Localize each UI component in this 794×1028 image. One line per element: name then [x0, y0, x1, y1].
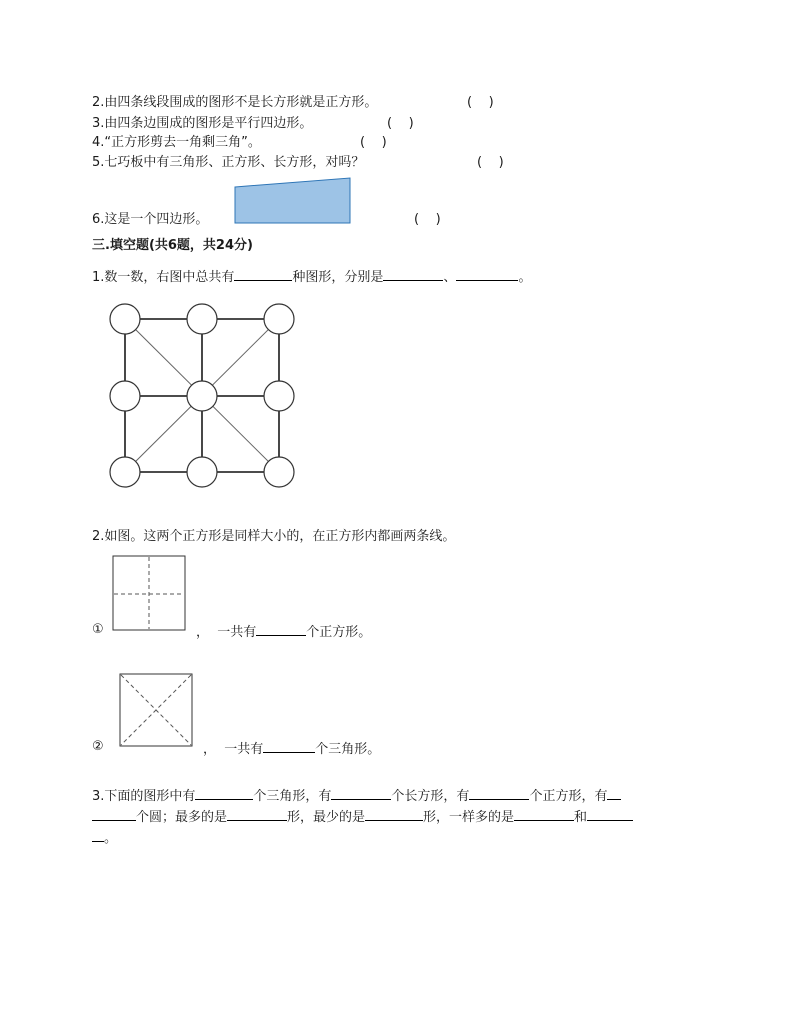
q3-blank-8a[interactable]: [587, 806, 633, 821]
square-figure-1: [112, 555, 188, 633]
q3-blank-8b[interactable]: [92, 827, 104, 842]
q3-blank-6[interactable]: [365, 806, 423, 821]
square-figure-2: [119, 673, 195, 749]
answer-paren-4[interactable]: ( ): [360, 135, 387, 150]
answer-paren-6[interactable]: ( ): [414, 212, 441, 227]
fill-question-3-line-2: 个圆；最多的是 形，最少的是 形，一样多的是 和: [92, 806, 633, 827]
circle-grid-figure: [108, 302, 308, 492]
fill-question-2-intro: 2.如图。这两个正方形是同样大小的，在正方形内都画两条线。: [92, 529, 456, 544]
q1-text-2: 种图形，分别是: [292, 270, 384, 285]
q2-blank-2[interactable]: [263, 738, 315, 753]
fill-question-2-item-1: ， 一共有 个正方形。: [196, 621, 371, 642]
q3-blank-5[interactable]: [227, 806, 287, 821]
fill-question-1: [92, 266, 531, 287]
question-2-text: 2.由四条线段围成的图形不是长方形就是正方形。: [92, 95, 378, 110]
item-1-marker: ①: [92, 622, 104, 637]
q3-blank-3[interactable]: [469, 785, 529, 800]
quadrilateral-shape: [234, 177, 354, 225]
section-title: 三.填空题(共6题，共24分): [92, 238, 253, 253]
answer-paren-2[interactable]: ( ): [467, 95, 494, 110]
fill-question-3-line-1: 3.下面的图形中有 个三角形，有 个长方形，有 个正方形，有: [92, 785, 621, 806]
q3-blank-7[interactable]: [514, 806, 574, 821]
fill-question-2-item-2: ， 一共有 个三角形。: [203, 738, 380, 759]
question-4-text: 4.“正方形剪去一角剩三角”。: [92, 135, 261, 150]
q3-blank-4b[interactable]: [92, 806, 136, 821]
q1-blank-2[interactable]: [383, 266, 443, 281]
answer-paren-3[interactable]: ( ): [387, 116, 414, 131]
q1-blank-1[interactable]: [234, 266, 292, 281]
q1-text-3: 、: [443, 270, 457, 285]
q1-text-4: 。: [518, 270, 532, 285]
answer-paren-5[interactable]: ( ): [477, 155, 504, 170]
question-6-text: 6.这是一个四边形。: [92, 212, 209, 227]
q3-blank-4a[interactable]: [607, 785, 621, 800]
q3-blank-1[interactable]: [195, 785, 253, 800]
item-2-marker: ②: [92, 739, 104, 754]
q1-text-1: 1.数一数，右图中总共有: [92, 270, 235, 285]
q3-blank-2[interactable]: [331, 785, 391, 800]
q2-blank-1[interactable]: [256, 621, 306, 636]
fill-question-3-line-3: 。: [92, 827, 117, 848]
question-3-text: 3.由四条边围成的图形是平行四边形。: [92, 116, 313, 131]
question-5-text: 5.七巧板中有三角形、正方形、长方形，对吗？: [92, 155, 365, 170]
q1-blank-3[interactable]: [456, 266, 518, 281]
